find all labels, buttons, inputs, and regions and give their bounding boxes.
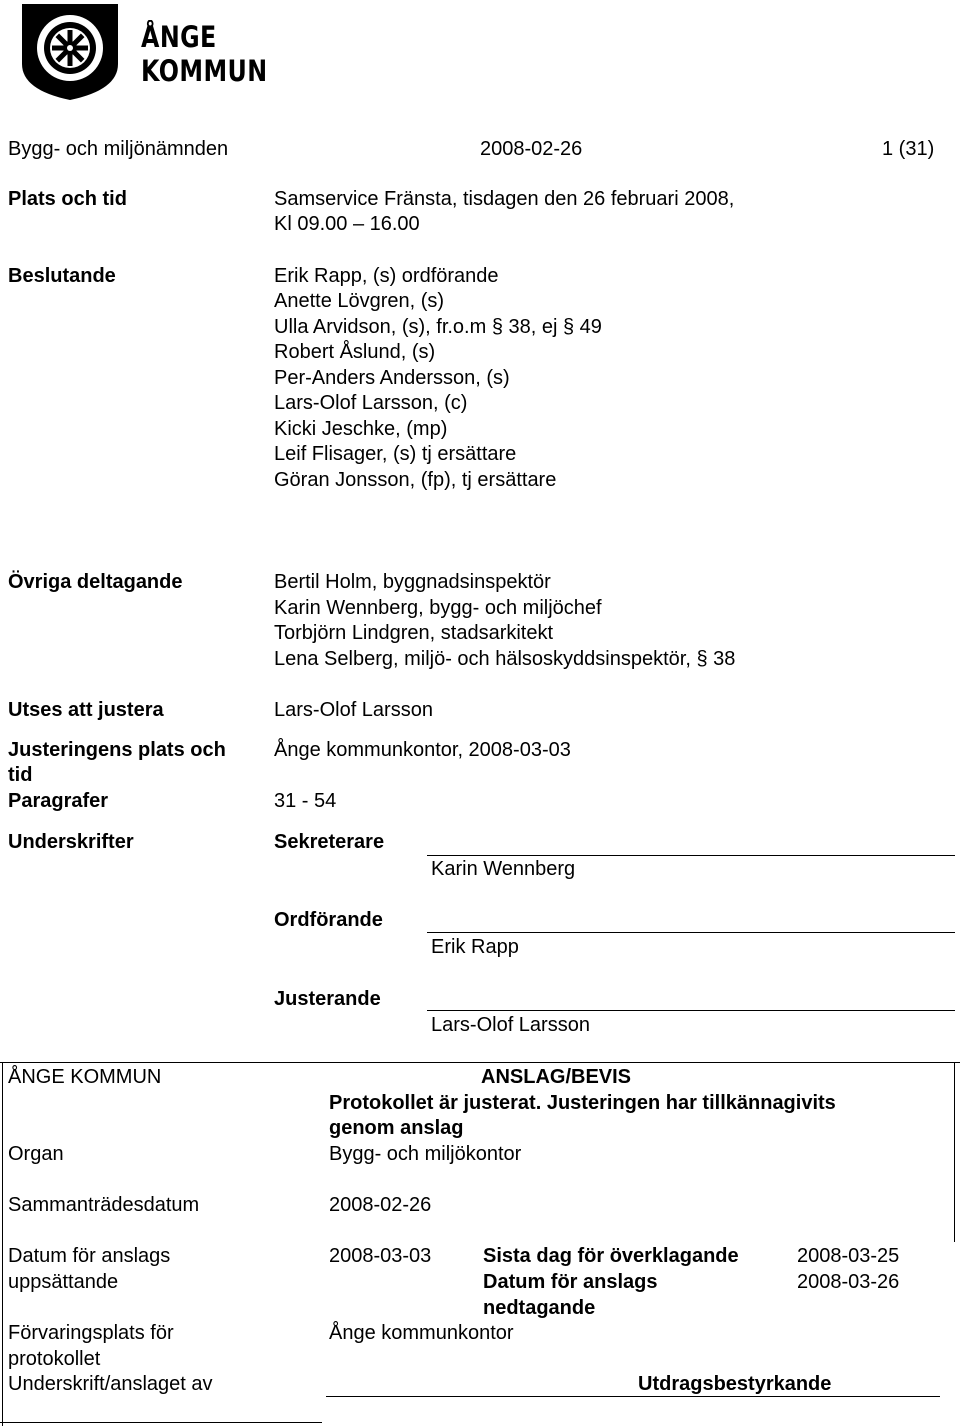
sekreterare-name: Karin Wennberg: [431, 858, 576, 880]
ovriga-item: Lena Selberg, miljö- och hälsoskyddsinspektör, § 38: [274, 648, 736, 670]
beslutande-item: Lars-Olof Larsson, (c): [274, 392, 468, 414]
header-page-number: 1 (31): [882, 138, 935, 160]
organ-value: Bygg- och miljökontor: [329, 1143, 522, 1165]
anslag-text-line-1: Protokollet är justerat. Justeringen har tillkännagivits: [329, 1092, 836, 1114]
anslag-bottom-border: [0, 1422, 322, 1423]
anslag-top-border: [0, 1062, 960, 1063]
justerande-role: Justerande: [274, 988, 381, 1010]
sekreterare-signature-line: [427, 855, 955, 856]
nedtagande-value: 2008-03-26: [797, 1271, 900, 1293]
nedtagande-label-line-2: nedtagande: [483, 1297, 596, 1319]
anslag-title: ANSLAG/BEVIS: [481, 1066, 632, 1088]
justera-label: Utses att justera: [8, 699, 164, 721]
beslutande-item: Erik Rapp, (s) ordförande: [274, 265, 499, 287]
header-organ: Bygg- och miljönämnden: [8, 138, 229, 160]
plats-line-2: Kl 09.00 – 16.00: [274, 213, 420, 235]
beslutande-item: Göran Jonsson, (fp), tj ersättare: [274, 469, 557, 491]
ovriga-item: Torbjörn Lindgren, stadsarkitekt: [274, 622, 554, 644]
sammantrade-label: Sammanträdesdatum: [8, 1194, 200, 1216]
ordforande-role: Ordförande: [274, 909, 383, 931]
underskrift-signature-line: [326, 1396, 940, 1397]
sammantrade-value: 2008-02-26: [329, 1194, 432, 1216]
logo-line-1: ÅNGE: [141, 20, 217, 54]
sista-dag-label: Sista dag för överklagande: [483, 1245, 739, 1267]
ovriga-item: Karin Wennberg, bygg- och miljöchef: [274, 597, 602, 619]
ovriga-item: Bertil Holm, byggnadsinspektör: [274, 571, 551, 593]
ordforande-name: Erik Rapp: [431, 936, 519, 958]
ordforande-signature-line: [427, 932, 955, 933]
logo-wordmark: [141, 20, 268, 88]
beslutande-item: Ulla Arvidson, (s), fr.o.m § 38, ej § 49: [274, 316, 602, 338]
beslutande-item: Per-Anders Andersson, (s): [274, 367, 510, 389]
uppsattande-value: 2008-03-03: [329, 1245, 432, 1267]
beslutande-item: Anette Lövgren, (s): [274, 290, 445, 312]
forvaring-value: Ånge kommunkontor: [329, 1322, 514, 1344]
justering-label-line-2: tid: [8, 764, 33, 786]
utdrag-label: Utdragsbestyrkande: [638, 1373, 832, 1395]
header-date: 2008-02-26: [480, 138, 583, 160]
uppsattande-label-line-2: uppsättande: [8, 1271, 119, 1293]
plats-label: Plats och tid: [8, 188, 127, 210]
sista-dag-value: 2008-03-25: [797, 1245, 900, 1267]
ovriga-label: Övriga deltagande: [8, 571, 183, 593]
logo-line-2: KOMMUN: [141, 54, 268, 88]
paragrafer-label: Paragrafer: [8, 790, 109, 812]
justera-value: Lars-Olof Larsson: [274, 699, 433, 721]
sekreterare-role: Sekreterare: [274, 831, 385, 853]
plats-line-1: Samservice Fränsta, tisdagen den 26 februari 2008,: [274, 188, 735, 210]
forvaring-label-line-2: protokollet: [8, 1348, 101, 1370]
uppsattande-label-line-1: Datum för anslags: [8, 1245, 171, 1267]
organ-label: Organ: [8, 1143, 64, 1165]
anslag-text-line-2: genom anslag: [329, 1117, 464, 1139]
paragrafer-value: 31 - 54: [274, 790, 337, 812]
anslag-kommun: ÅNGE KOMMUN: [8, 1066, 162, 1088]
justerande-signature-line: [427, 1010, 955, 1011]
justering-value: Ånge kommunkontor, 2008-03-03: [274, 739, 571, 761]
underskrifter-label: Underskrifter: [8, 831, 134, 853]
underskrift-label: Underskrift/anslaget av: [8, 1373, 213, 1395]
anslag-right-border: [954, 1062, 955, 1242]
ange-kommun-coat-of-arms-logo: [20, 2, 120, 102]
anslag-left-border: [2, 1062, 3, 1426]
justerande-name: Lars-Olof Larsson: [431, 1014, 590, 1036]
forvaring-label-line-1: Förvaringsplats för: [8, 1322, 174, 1344]
beslutande-item: Leif Flisager, (s) tj ersättare: [274, 443, 517, 465]
beslutande-item: Robert Åslund, (s): [274, 341, 436, 363]
justering-label-line-1: Justeringens plats och: [8, 739, 226, 761]
beslutande-item: Kicki Jeschke, (mp): [274, 418, 448, 440]
beslutande-label: Beslutande: [8, 265, 116, 287]
nedtagande-label-line-1: Datum för anslags: [483, 1271, 658, 1293]
